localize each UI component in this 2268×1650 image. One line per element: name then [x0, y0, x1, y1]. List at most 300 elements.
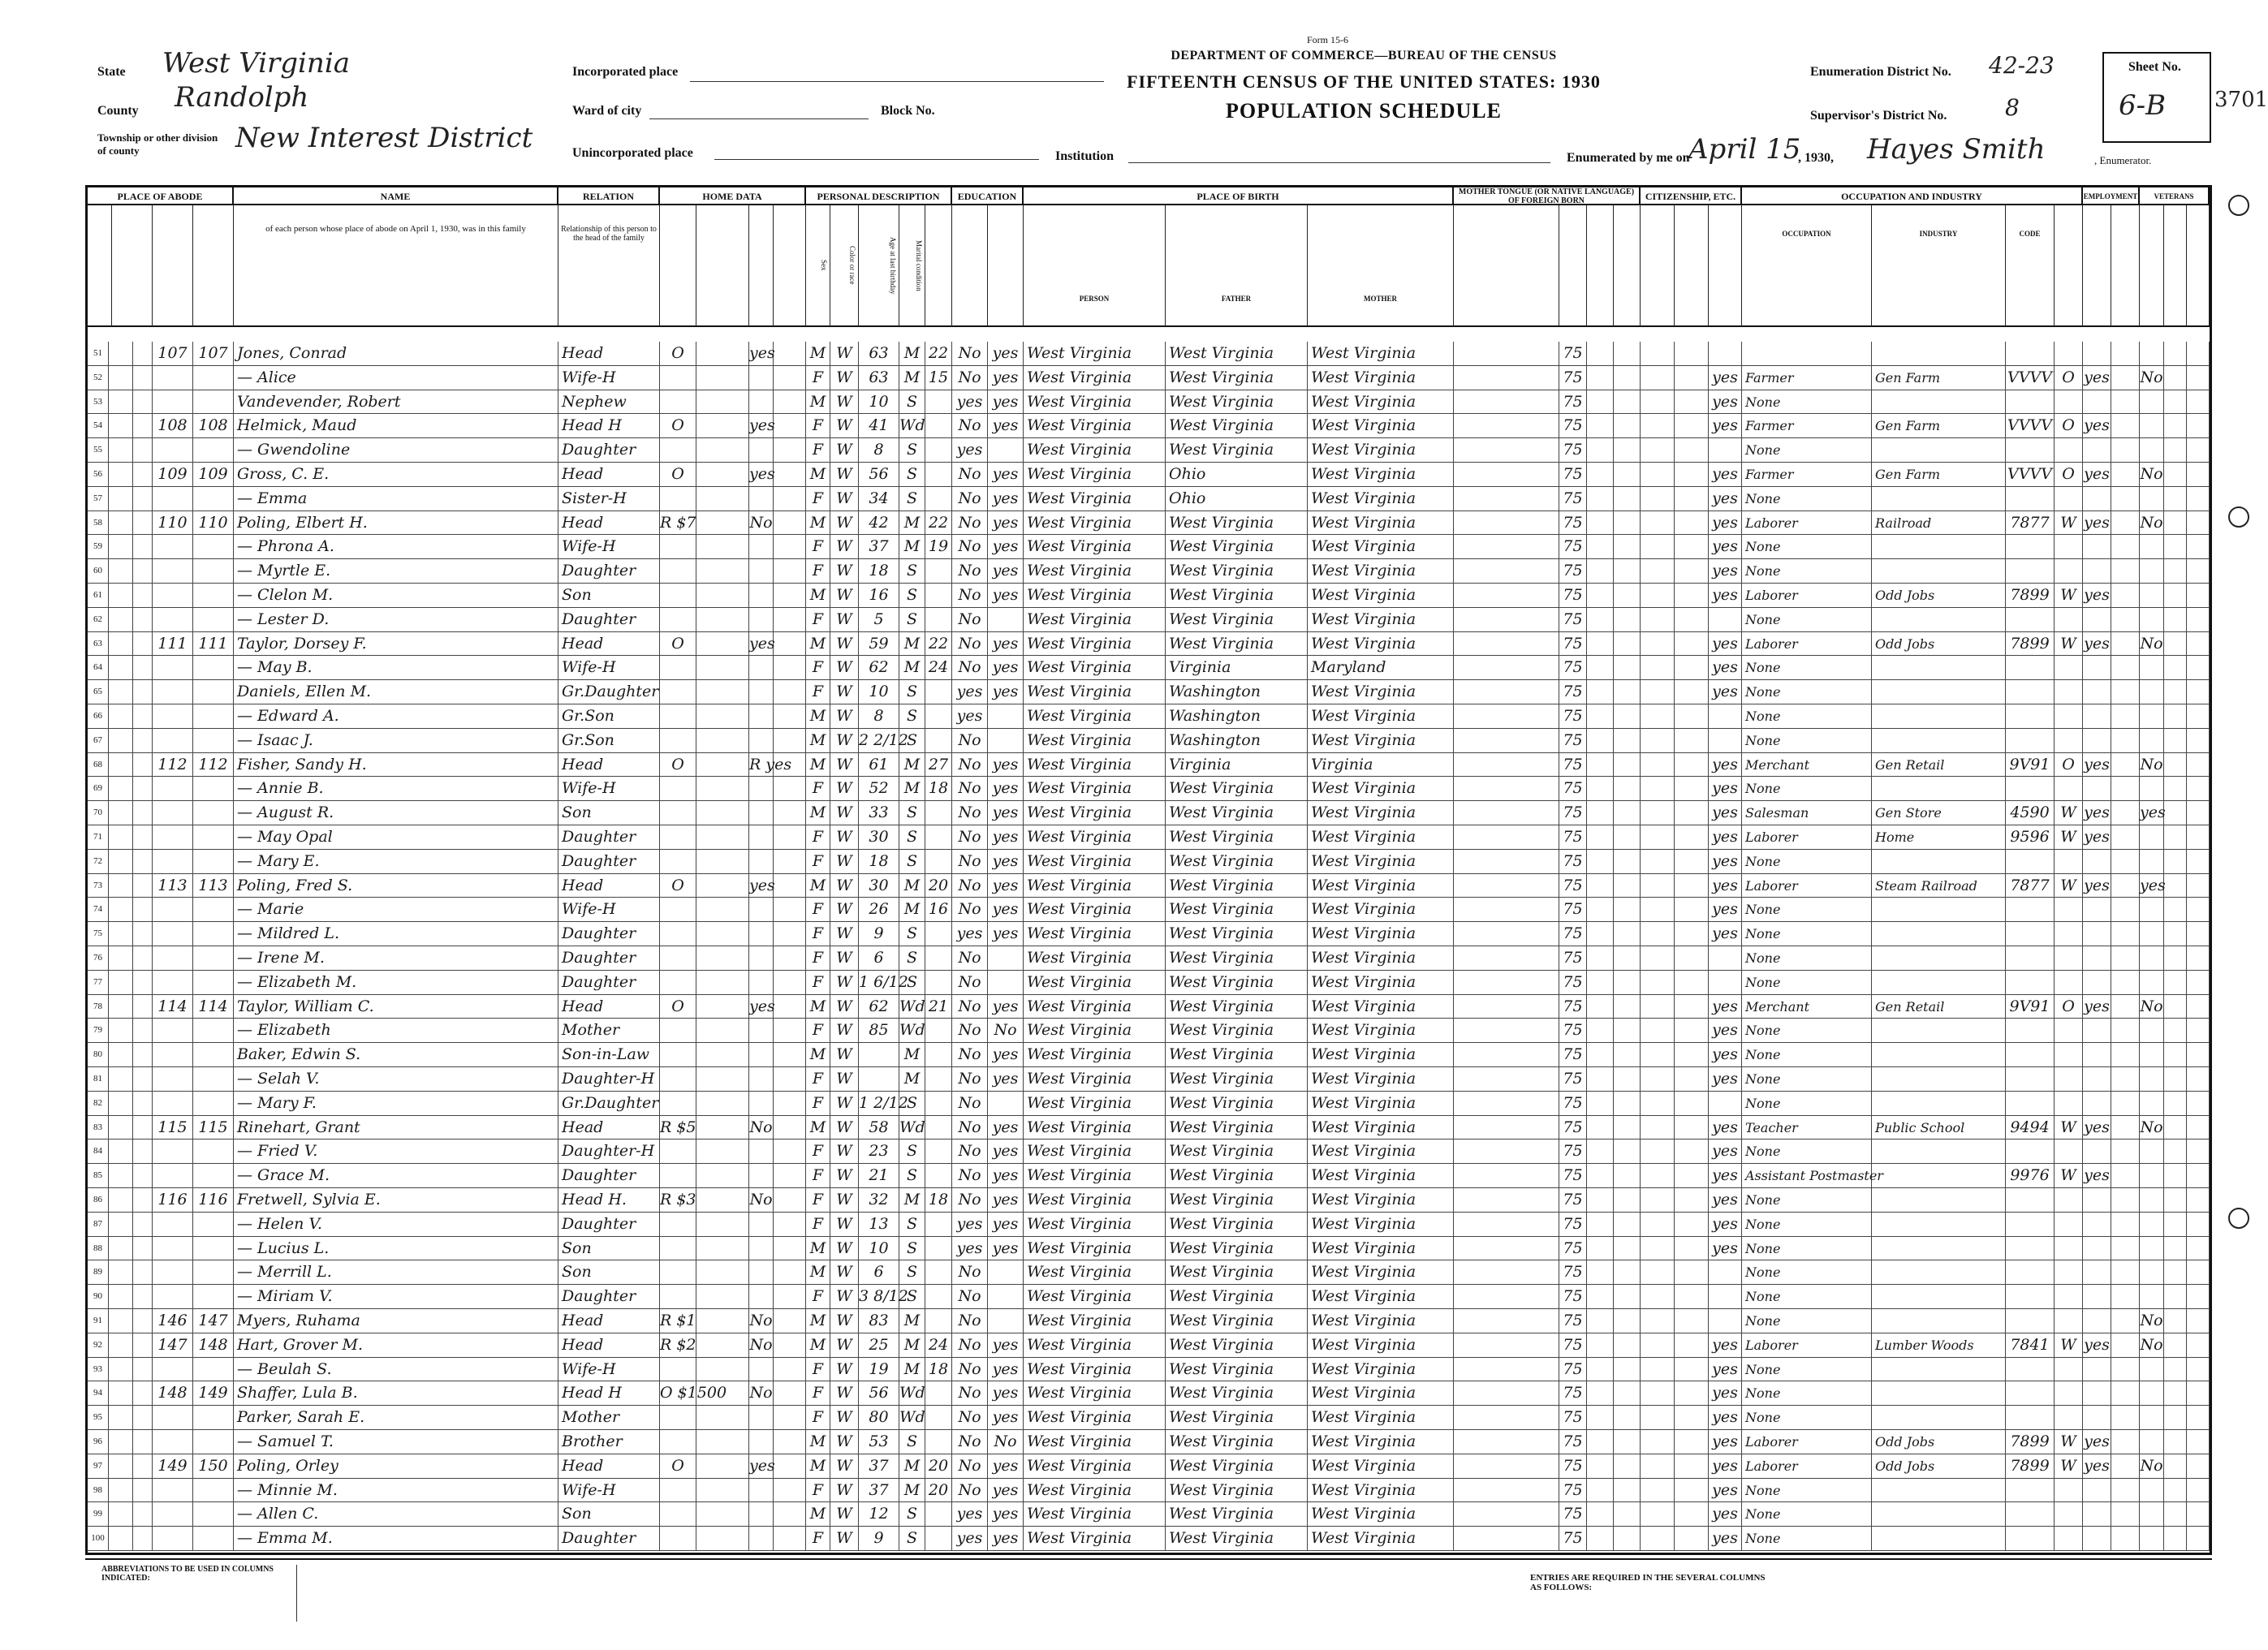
table-row: [88, 1116, 2210, 1140]
cell-english: yes: [1709, 463, 1742, 486]
cell-relation: Daughter-H: [558, 1067, 660, 1091]
cell-industry: Odd Jobs: [1872, 632, 2006, 656]
cell-industry: [1872, 704, 2006, 728]
cell-birth: West Virginia: [1024, 1164, 1166, 1187]
col-head-class: [2055, 205, 2083, 327]
cell-agemar: [925, 559, 952, 583]
cell-farm: [774, 680, 806, 704]
cell-immig: [1641, 487, 1675, 511]
cell-natur: [1675, 777, 1709, 800]
cell-school: No: [952, 559, 988, 583]
cell-tongue: 75: [1559, 680, 1587, 704]
cell-sex: M: [806, 390, 830, 414]
cell-agemar: [925, 1260, 952, 1284]
cell-street: [109, 1527, 133, 1550]
punch-hole-middle: [2228, 506, 2249, 528]
cell-farm: [774, 971, 806, 994]
cell-work: [2083, 1479, 2111, 1502]
cell-value: [696, 656, 749, 679]
table-row: [88, 632, 2210, 657]
cell-sex: F: [806, 850, 830, 873]
cell-code: 9V91: [2006, 753, 2055, 777]
cell-school: No: [952, 487, 988, 511]
cell-work: [2083, 390, 2111, 414]
cell-marital: S: [899, 680, 925, 704]
cell-home: O: [660, 632, 696, 656]
cell-sched: [2111, 1479, 2140, 1502]
cell-father: West Virginia: [1166, 559, 1308, 583]
cell-marital: S: [899, 608, 925, 631]
cell-street: [109, 898, 133, 921]
supervisor-district-label: Supervisor's District No.: [1810, 109, 1947, 123]
cell-farm: [774, 1285, 806, 1308]
cell-worker: [2055, 1406, 2083, 1429]
cell-read: yes: [988, 874, 1024, 898]
cell-relation: Wife-H: [558, 535, 660, 558]
cell-age: 23: [859, 1139, 899, 1163]
table-row: [88, 753, 2210, 778]
cell-occupation: None: [1742, 1502, 1872, 1526]
cell-street: [109, 487, 133, 511]
cell-relation: Daughter: [558, 1213, 660, 1236]
cell-race: W: [830, 1358, 859, 1381]
table-row: [88, 946, 2210, 971]
cell-home: [660, 584, 696, 607]
unincorporated-line: [714, 159, 1039, 160]
cell-industry: [1872, 1527, 2006, 1550]
cell-value: [696, 1164, 749, 1187]
cell-code: [2006, 1479, 2055, 1502]
cell-relation: Head: [558, 1454, 660, 1478]
cell-father: West Virginia: [1166, 995, 1308, 1019]
cell-name: — Lucius L.: [234, 1237, 558, 1260]
cell-natur: [1675, 801, 1709, 825]
cell-work: yes: [2083, 1454, 2111, 1478]
cell-name: Myers, Ruhama: [234, 1309, 558, 1333]
cell-home: [660, 1092, 696, 1115]
cell-line: 61: [88, 584, 109, 607]
cell-agemar: 22: [925, 632, 952, 656]
cell-name: Parker, Sarah E.: [234, 1406, 558, 1429]
cell-mother: West Virginia: [1308, 1092, 1454, 1115]
cell-home: [660, 1067, 696, 1091]
cell-language: [1454, 390, 1559, 414]
cell-family: [193, 898, 234, 921]
cell-dwelling: 110: [153, 511, 193, 535]
cell-relation: Daughter: [558, 922, 660, 946]
cell-sex: F: [806, 1358, 830, 1381]
cell-immig: [1641, 632, 1675, 656]
cell-mother: West Virginia: [1308, 1285, 1454, 1308]
cell-school: yes: [952, 922, 988, 946]
cell-industry: [1872, 1237, 2006, 1260]
cell-tongue: 75: [1559, 1237, 1587, 1260]
cell-age: [859, 1043, 899, 1066]
cell-work: [2083, 850, 2111, 873]
cell-tongue: 75: [1559, 1527, 1587, 1550]
cell-age: 56: [859, 1381, 899, 1405]
cell-name: — Emma M.: [234, 1527, 558, 1550]
cell-marital: M: [899, 898, 925, 921]
form-number: Form 15-6: [1307, 34, 1348, 45]
cell-line: 72: [88, 850, 109, 873]
cell-farmsch: [2187, 946, 2210, 970]
cell-code: [2006, 608, 2055, 631]
cell-father: West Virginia: [1166, 825, 1308, 849]
group-occupation: OCCUPATION AND INDUSTRY: [1742, 187, 2083, 205]
cell-immig: [1641, 1309, 1675, 1333]
cell-farm: [774, 1092, 806, 1115]
cell-war: [2164, 656, 2187, 679]
cell-relation: Brother: [558, 1430, 660, 1454]
cell-age: 83: [859, 1309, 899, 1333]
cell-name: — Allen C.: [234, 1502, 558, 1526]
cell-work: [2083, 1406, 2111, 1429]
cell-farmsch: [2187, 1333, 2210, 1357]
cell-codec: [1614, 1067, 1641, 1091]
cell-line: 52: [88, 366, 109, 390]
cell-farm: [774, 777, 806, 800]
cell-codec: [1614, 1213, 1641, 1236]
cell-house: [133, 1502, 153, 1526]
cell-house: [133, 1285, 153, 1308]
cell-family: [193, 825, 234, 849]
col-head-war: [2164, 205, 2187, 327]
cell-vet: No: [2140, 1454, 2164, 1478]
cell-line: 71: [88, 825, 109, 849]
cell-codeb: [1587, 366, 1614, 390]
cell-father: West Virginia: [1166, 1430, 1308, 1454]
cell-name: — Marie: [234, 898, 558, 921]
cell-industry: [1872, 342, 2006, 365]
cell-street: [109, 777, 133, 800]
cell-natur: [1675, 584, 1709, 607]
cell-family: [193, 1406, 234, 1429]
cell-farmsch: [2187, 1309, 2210, 1333]
cell-marital: S: [899, 1430, 925, 1454]
col-head-code-a: [1559, 205, 1587, 327]
cell-marital: S: [899, 390, 925, 414]
cell-immig: [1641, 898, 1675, 921]
cell-code: [2006, 898, 2055, 921]
cell-dwelling: 111: [153, 632, 193, 656]
cell-language: [1454, 438, 1559, 462]
cell-codec: [1614, 487, 1641, 511]
cell-home: [660, 535, 696, 558]
table-row: [88, 366, 2210, 390]
cell-tongue: 75: [1559, 1502, 1587, 1526]
cell-sched: [2111, 1430, 2140, 1454]
cell-farmsch: [2187, 729, 2210, 752]
cell-dwelling: [153, 1019, 193, 1042]
cell-sched: [2111, 1358, 2140, 1381]
cell-farm: [774, 1188, 806, 1212]
cell-occupation: None: [1742, 680, 1872, 704]
cell-farm: [774, 656, 806, 679]
cell-age: 41: [859, 414, 899, 437]
cell-relation: Daughter: [558, 1285, 660, 1308]
cell-occupation: None: [1742, 922, 1872, 946]
cell-language: [1454, 1502, 1559, 1526]
cell-codeb: [1587, 1213, 1614, 1236]
cell-worker: [2055, 535, 2083, 558]
cell-codeb: [1587, 850, 1614, 873]
cell-age: 62: [859, 995, 899, 1019]
cell-tongue: 75: [1559, 777, 1587, 800]
cell-immig: [1641, 390, 1675, 414]
cell-relation: Daughter: [558, 1164, 660, 1187]
cell-code: 7899: [2006, 1454, 2055, 1478]
cell-codec: [1614, 995, 1641, 1019]
cell-tongue: 75: [1559, 825, 1587, 849]
cell-read: yes: [988, 632, 1024, 656]
cell-sex: F: [806, 898, 830, 921]
cell-name: Poling, Fred S.: [234, 874, 558, 898]
cell-natur: [1675, 1237, 1709, 1260]
cell-sched: [2111, 898, 2140, 921]
cell-language: [1454, 342, 1559, 365]
cell-sched: [2111, 874, 2140, 898]
cell-sex: M: [806, 342, 830, 365]
cell-line: 56: [88, 463, 109, 486]
cell-work: [2083, 487, 2111, 511]
cell-sex: F: [806, 1188, 830, 1212]
cell-race: W: [830, 1430, 859, 1454]
cell-work: yes: [2083, 584, 2111, 607]
cell-codeb: [1587, 342, 1614, 365]
cell-english: [1709, 704, 1742, 728]
cell-family: [193, 1237, 234, 1260]
cell-natur: [1675, 729, 1709, 752]
cell-farmsch: [2187, 680, 2210, 704]
cell-code: [2006, 1406, 2055, 1429]
cell-vet: No: [2140, 1333, 2164, 1357]
cell-marital: M: [899, 535, 925, 558]
table-row: [88, 1479, 2210, 1503]
cell-vet: [2140, 584, 2164, 607]
cell-house: [133, 680, 153, 704]
cell-war: [2164, 1260, 2187, 1284]
cell-dwelling: [153, 1260, 193, 1284]
cell-read: yes: [988, 656, 1024, 679]
cell-tongue: 75: [1559, 487, 1587, 511]
cell-immig: [1641, 1502, 1675, 1526]
cell-industry: [1872, 1213, 2006, 1236]
cell-vet: [2140, 898, 2164, 921]
cell-value: [696, 680, 749, 704]
cell-work: [2083, 1260, 2111, 1284]
cell-industry: [1872, 777, 2006, 800]
cell-work: [2083, 680, 2111, 704]
cell-race: W: [830, 1213, 859, 1236]
cell-birth: West Virginia: [1024, 801, 1166, 825]
cell-street: [109, 656, 133, 679]
cell-work: yes: [2083, 825, 2111, 849]
cell-school: No: [952, 463, 988, 486]
cell-worker: W: [2055, 1333, 2083, 1357]
cell-radio: R yes: [749, 753, 774, 777]
cell-farm: [774, 753, 806, 777]
cell-father: West Virginia: [1166, 535, 1308, 558]
cell-father: West Virginia: [1166, 1188, 1308, 1212]
cell-sex: F: [806, 1479, 830, 1502]
cell-read: yes: [988, 1333, 1024, 1357]
cell-birth: West Virginia: [1024, 753, 1166, 777]
cell-occupation: Laborer: [1742, 584, 1872, 607]
cell-immig: [1641, 463, 1675, 486]
cell-farm: [774, 1406, 806, 1429]
cell-dwelling: [153, 898, 193, 921]
cell-family: 148: [193, 1333, 234, 1357]
cell-family: [193, 680, 234, 704]
cell-vet: [2140, 1406, 2164, 1429]
cell-father: West Virginia: [1166, 1116, 1308, 1139]
cell-occupation: Farmer: [1742, 414, 1872, 437]
cell-natur: [1675, 1333, 1709, 1357]
cell-race: W: [830, 1116, 859, 1139]
cell-war: [2164, 1527, 2187, 1550]
cell-work: yes: [2083, 801, 2111, 825]
cell-natur: [1675, 1043, 1709, 1066]
cell-line: 82: [88, 1092, 109, 1115]
cell-value: [696, 584, 749, 607]
cell-family: [193, 801, 234, 825]
cell-agemar: [925, 1502, 952, 1526]
cell-radio: [749, 1019, 774, 1042]
cell-tongue: 75: [1559, 511, 1587, 535]
cell-street: [109, 1285, 133, 1308]
cell-english: yes: [1709, 1502, 1742, 1526]
cell-worker: [2055, 729, 2083, 752]
abbreviations-table: [296, 1565, 1515, 1622]
cell-father: West Virginia: [1166, 1213, 1308, 1236]
cell-radio: yes: [749, 874, 774, 898]
cell-agemar: [925, 1309, 952, 1333]
cell-industry: Gen Farm: [1872, 414, 2006, 437]
cell-age: 63: [859, 366, 899, 390]
cell-farmsch: [2187, 704, 2210, 728]
cell-marital: S: [899, 1164, 925, 1187]
cell-value: [696, 1213, 749, 1236]
cell-war: [2164, 704, 2187, 728]
cell-house: [133, 971, 153, 994]
cell-sched: [2111, 559, 2140, 583]
cell-house: [133, 1527, 153, 1550]
cell-agemar: [925, 1043, 952, 1066]
cell-vet: [2140, 1502, 2164, 1526]
cell-name: Fretwell, Sylvia E.: [234, 1188, 558, 1212]
cell-name: — Irene M.: [234, 946, 558, 970]
cell-marital: S: [899, 729, 925, 752]
cell-industry: [1872, 1406, 2006, 1429]
cell-mother: West Virginia: [1308, 1406, 1454, 1429]
col-head-industry: INDUSTRY: [1872, 205, 2006, 327]
cell-age: 56: [859, 463, 899, 486]
cell-war: [2164, 511, 2187, 535]
cell-occupation: None: [1742, 656, 1872, 679]
cell-family: [193, 729, 234, 752]
cell-value: [696, 487, 749, 511]
table-row: [88, 729, 2210, 753]
cell-war: [2164, 390, 2187, 414]
cell-sex: M: [806, 704, 830, 728]
cell-agemar: 18: [925, 1358, 952, 1381]
cell-read: yes: [988, 1237, 1024, 1260]
group-relation: RELATION: [558, 187, 660, 205]
cell-birth: West Virginia: [1024, 1043, 1166, 1066]
cell-industry: [1872, 608, 2006, 631]
cell-sched: [2111, 922, 2140, 946]
cell-industry: Lumber Woods: [1872, 1333, 2006, 1357]
cell-occupation: None: [1742, 1043, 1872, 1066]
cell-worker: [2055, 1043, 2083, 1066]
cell-street: [109, 608, 133, 631]
cell-relation: Daughter: [558, 438, 660, 462]
cell-value: [696, 559, 749, 583]
cell-home: [660, 1285, 696, 1308]
table-row: [88, 1358, 2210, 1382]
cell-worker: [2055, 1381, 2083, 1405]
cell-home: [660, 656, 696, 679]
cell-code: 7899: [2006, 632, 2055, 656]
cell-name: — Lester D.: [234, 608, 558, 631]
cell-house: [133, 946, 153, 970]
cell-agemar: [925, 971, 952, 994]
cell-tongue: 75: [1559, 946, 1587, 970]
cell-marital: S: [899, 971, 925, 994]
cell-mother: West Virginia: [1308, 850, 1454, 873]
cell-street: [109, 1309, 133, 1333]
cell-radio: [749, 729, 774, 752]
cell-occupation: None: [1742, 1527, 1872, 1550]
cell-house: [133, 342, 153, 365]
cell-race: W: [830, 511, 859, 535]
cell-street: [109, 438, 133, 462]
cell-house: [133, 874, 153, 898]
cell-birth: West Virginia: [1024, 1092, 1166, 1115]
cell-industry: [1872, 438, 2006, 462]
cell-sched: [2111, 704, 2140, 728]
cell-age: 63: [859, 342, 899, 365]
cell-marital: S: [899, 1213, 925, 1236]
cell-street: [109, 1164, 133, 1187]
cell-codec: [1614, 463, 1641, 486]
cell-relation: Daughter: [558, 946, 660, 970]
cell-industry: [1872, 946, 2006, 970]
col-head-value: [696, 205, 749, 327]
cell-relation: Wife-H: [558, 1479, 660, 1502]
cell-war: [2164, 946, 2187, 970]
cell-occupation: None: [1742, 559, 1872, 583]
cell-age: 10: [859, 680, 899, 704]
cell-dwelling: [153, 535, 193, 558]
cell-worker: W: [2055, 1454, 2083, 1478]
cell-home: R $3: [660, 1188, 696, 1212]
cell-farm: [774, 1164, 806, 1187]
cell-agemar: [925, 922, 952, 946]
cell-birth: West Virginia: [1024, 487, 1166, 511]
cell-farm: [774, 414, 806, 437]
cell-immig: [1641, 1116, 1675, 1139]
cell-language: [1454, 656, 1559, 679]
cell-read: yes: [988, 1164, 1024, 1187]
cell-relation: Daughter: [558, 971, 660, 994]
cell-radio: yes: [749, 632, 774, 656]
cell-worker: W: [2055, 1164, 2083, 1187]
unincorporated-label: Unincorporated place: [572, 146, 693, 160]
cell-race: W: [830, 1381, 859, 1405]
state-value: West Virginia: [162, 47, 350, 80]
